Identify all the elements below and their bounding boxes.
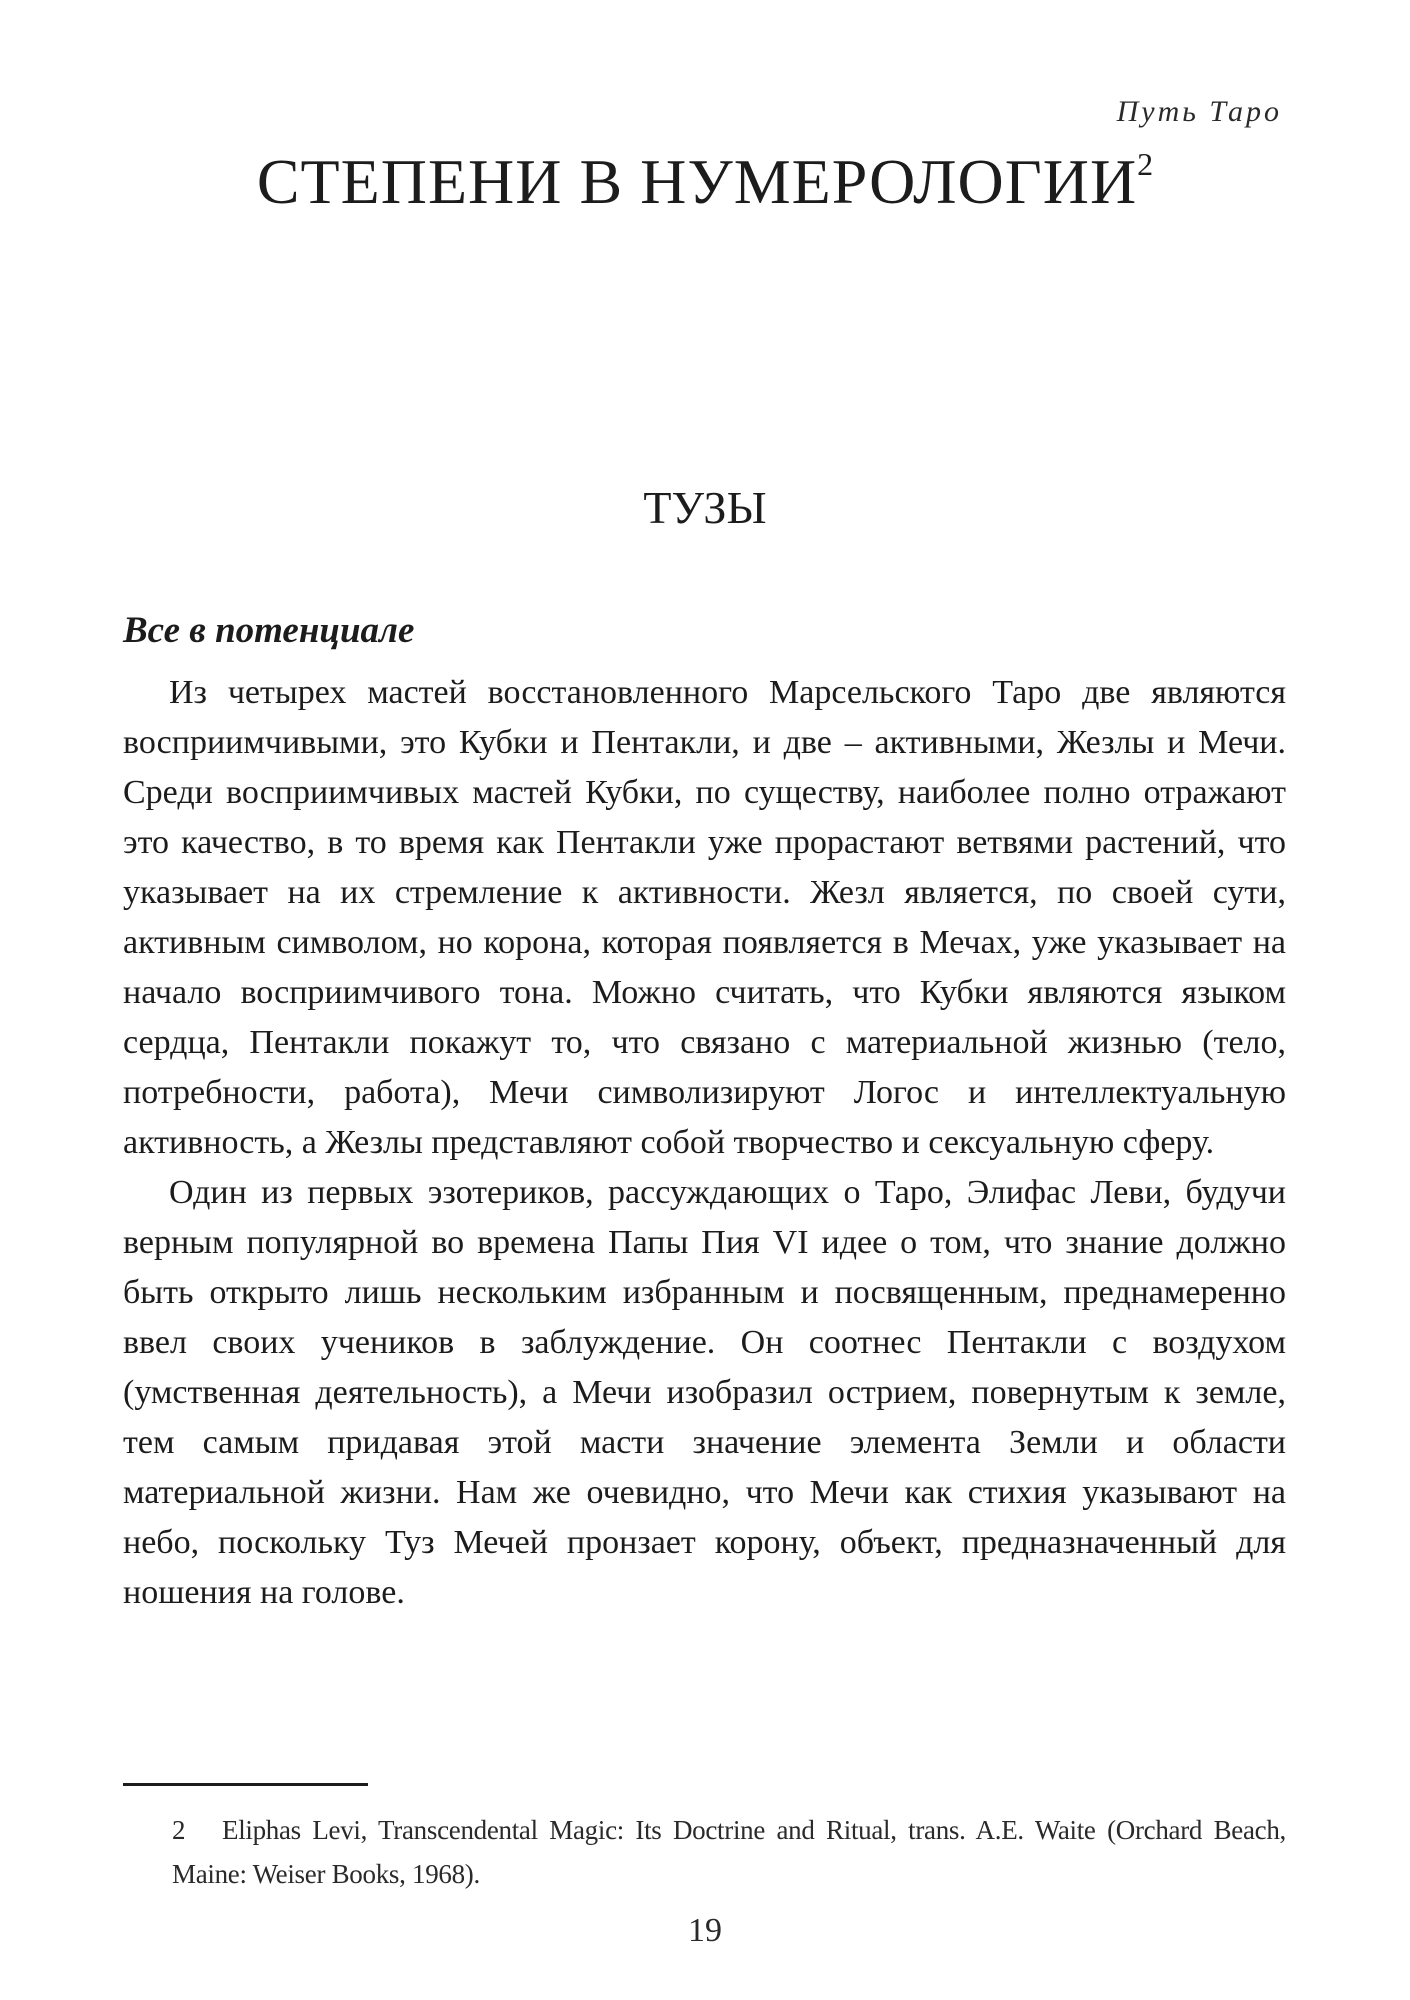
paragraph: Один из первых эзотериков, рассуждающих о Таро, Элифас Леви, будучи верным популярной во времена Папы Пия VI идее о том, что знание должно быть открыто лишь нескольким избранным и посвященным, преднамеренно ввел своих учеников в заблуждение. Он соотнес Пентакли с воздухом (умственная деятельность), а Мечи изобразил острием, повернутым к земле, тем самым придавая этой масти значение элемента Земли и области материальной жизни. Нам же очевидно, что Мечи как стихия указывают на небо, поскольку Туз Мечей пронзает корону, объект, предназначенный для ношения на голове.: [123, 1174, 1286, 1611]
paragraph: Из четырех мастей восстановленного Марсельского Таро две являются восприимчивыми, это Кубки и Пентакли, и две – активными, Жезлы и Мечи. Среди восприимчивых мастей Кубки, по существу, наиболее полно отражают это качество, в то время как Пентакли уже прорастают ветвями растений, что указывает на их стремление к активности. Жезл является, по своей сути, активным символом, но корона, которая появляется в Мечах, уже указывает на начало восприимчивого тона. Можно считать, что Кубки являются языком сердца, Пентакли покажут то, что связано с материальной жизнью (тело, потребности, работа), Мечи символизируют Логос и интеллектуальную активность, а Жезлы представляют собой творчество и сексуальную сферу.: [123, 674, 1286, 1161]
body-text: [123, 668, 1286, 1618]
footnote: [172, 1808, 1286, 1896]
footnote-divider: [123, 1783, 368, 1786]
chapter-title-text: СТЕПЕНИ В НУМЕРОЛОГИИ: [256, 146, 1138, 217]
subheading: Все в потенциале: [123, 610, 415, 651]
footnote-number: 2: [172, 1815, 186, 1845]
running-header: Путь Таро: [1116, 95, 1282, 128]
section-title: ТУЗЫ: [643, 482, 767, 533]
chapter-title: [0, 145, 1410, 217]
footnote-reference: 2: [1137, 145, 1154, 182]
footnote-text: Eliphas Levi, Transcendental Magic: Its Doctrine and Ritual, trans. A.E. Waite (Orchard Beach, Maine: Weiser Books, 1968).: [172, 1815, 1286, 1889]
page-number: 19: [688, 1912, 722, 1949]
